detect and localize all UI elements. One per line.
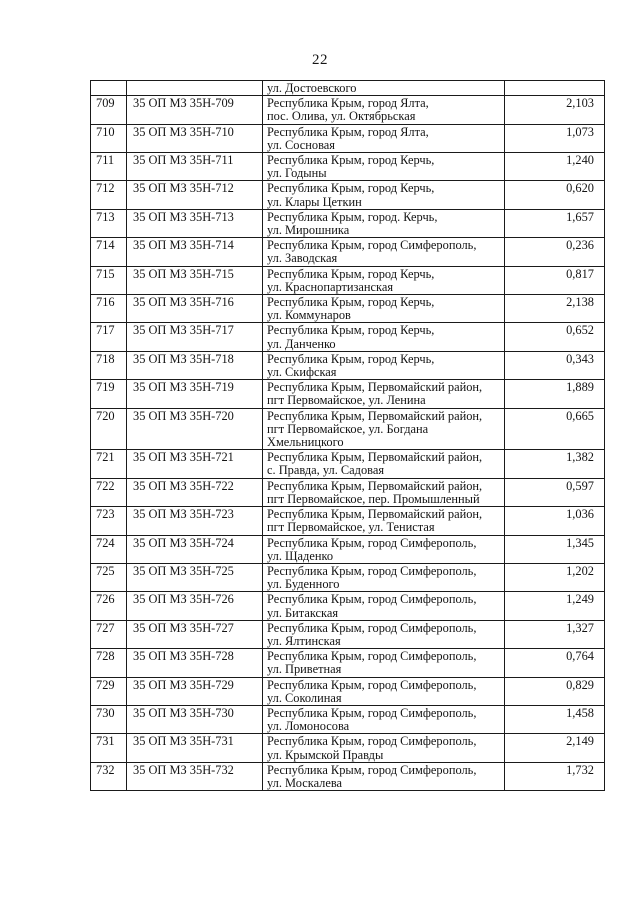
address-cell — [263, 762, 505, 790]
address-line: ул. Соколиная — [267, 690, 342, 705]
row-number-cell: 712 — [91, 181, 127, 209]
length-cell: 2,138 — [505, 295, 605, 323]
address-cell — [263, 677, 505, 705]
address-cell — [263, 81, 505, 96]
address-cell — [263, 705, 505, 733]
length-cell: 1,458 — [505, 705, 605, 733]
address-line: ул. Клары Цеткин — [267, 194, 362, 209]
road-code-cell: 35 ОП МЗ 35Н-715 — [127, 266, 263, 294]
address-cell — [263, 380, 505, 408]
table-row — [91, 649, 605, 677]
road-register-table — [90, 80, 605, 791]
length-cell: 2,149 — [505, 734, 605, 762]
address-line: ул. Данченко — [267, 336, 336, 351]
address-line: ул. Ломоносова — [267, 719, 350, 734]
table-row — [91, 153, 605, 181]
row-number-cell: 719 — [91, 380, 127, 408]
table-row — [91, 705, 605, 733]
address-line: ул. Годыны — [267, 166, 327, 181]
road-code-cell: 35 ОП МЗ 35Н-720 — [127, 408, 263, 450]
row-number-cell: 715 — [91, 266, 127, 294]
table-row — [91, 620, 605, 648]
address-line: пгт Первомайское, ул. Ленина — [267, 393, 426, 408]
address-line: с. Правда, ул. Садовая — [267, 463, 385, 478]
address-cell — [263, 478, 505, 506]
row-number-cell: 723 — [91, 507, 127, 535]
length-cell: 0,343 — [505, 351, 605, 379]
continuation-row — [91, 81, 605, 96]
table-row — [91, 266, 605, 294]
address-line: Республика Крым, город Ялта, — [267, 124, 429, 139]
address-line: Республика Крым, город Керчь, — [267, 351, 435, 366]
row-number-cell: 717 — [91, 323, 127, 351]
table-row — [91, 181, 605, 209]
address-line: пгт Первомайское, пер. Промышленный — [267, 491, 480, 506]
address-line: Республика Крым, город Керчь, — [267, 153, 435, 168]
row-number-cell: 721 — [91, 450, 127, 478]
address-cell — [263, 238, 505, 266]
address-cell — [263, 535, 505, 563]
address-line: ул. Битакская — [267, 605, 339, 620]
road-code-cell: 35 ОП МЗ 35Н-719 — [127, 380, 263, 408]
length-cell: 1,327 — [505, 620, 605, 648]
road-code-cell: 35 ОП МЗ 35Н-721 — [127, 450, 263, 478]
address-cell — [263, 649, 505, 677]
address-line: пгт Первомайское, ул. Тенистая — [267, 520, 435, 535]
address-line: Республика Крым, город Симферополь, — [267, 734, 477, 749]
length-cell: 0,764 — [505, 649, 605, 677]
address-cell — [263, 507, 505, 535]
table-row — [91, 592, 605, 620]
table-row — [91, 507, 605, 535]
row-number-cell: 709 — [91, 96, 127, 124]
row-number-cell: 724 — [91, 535, 127, 563]
page-number: 22 — [312, 52, 328, 68]
length-cell: 0,620 — [505, 181, 605, 209]
address-cell — [263, 450, 505, 478]
address-line: ул. Сосновая — [267, 137, 336, 152]
length-cell: 1,345 — [505, 535, 605, 563]
length-cell: 1,732 — [505, 762, 605, 790]
address-line: Республика Крым, город Керчь, — [267, 295, 435, 310]
length-cell — [505, 81, 605, 96]
row-number-cell: 710 — [91, 124, 127, 152]
row-number-cell: 718 — [91, 351, 127, 379]
address-line: Республика Крым, город Симферополь, — [267, 705, 477, 720]
road-code-cell: 35 ОП МЗ 35Н-711 — [127, 153, 263, 181]
address-line: Республика Крым, Первомайский район, — [267, 380, 483, 395]
road-code-cell: 35 ОП МЗ 35Н-723 — [127, 507, 263, 535]
address-cell — [263, 209, 505, 237]
address-line: Республика Крым, город Керчь, — [267, 181, 435, 196]
address-line: ул. Краснопартизанская — [267, 279, 394, 294]
table-row — [91, 96, 605, 124]
road-code-cell: 35 ОП МЗ 35Н-731 — [127, 734, 263, 762]
row-number-cell: 711 — [91, 153, 127, 181]
road-code-cell — [127, 81, 263, 96]
address-line: Республика Крым, город Симферополь, — [267, 238, 477, 253]
address-line: пгт Первомайское, ул. Богдана — [267, 421, 429, 436]
row-number-cell: 726 — [91, 592, 127, 620]
address-cell — [263, 592, 505, 620]
address-line: ул. Достоевского — [267, 81, 357, 95]
length-cell: 1,382 — [505, 450, 605, 478]
table-row — [91, 535, 605, 563]
table-row — [91, 734, 605, 762]
road-code-cell: 35 ОП МЗ 35Н-724 — [127, 535, 263, 563]
row-number-cell: 716 — [91, 295, 127, 323]
address-cell — [263, 181, 505, 209]
road-code-cell: 35 ОП МЗ 35Н-730 — [127, 705, 263, 733]
address-line: Республика Крым, город Симферополь, — [267, 649, 477, 664]
row-number-cell — [91, 81, 127, 96]
address-cell — [263, 734, 505, 762]
table-row — [91, 323, 605, 351]
table-row — [91, 124, 605, 152]
address-line: Республика Крым, Первомайский район, — [267, 478, 483, 493]
address-line: Республика Крым, Первомайский район, — [267, 408, 483, 423]
address-line: Хмельницкого — [267, 435, 344, 450]
road-code-cell: 35 ОП МЗ 35Н-725 — [127, 563, 263, 591]
table-row — [91, 563, 605, 591]
row-number-cell: 727 — [91, 620, 127, 648]
road-code-cell: 35 ОП МЗ 35Н-712 — [127, 181, 263, 209]
row-number-cell: 731 — [91, 734, 127, 762]
road-code-cell: 35 ОП МЗ 35Н-727 — [127, 620, 263, 648]
length-cell: 1,036 — [505, 507, 605, 535]
address-line: Республика Крым, Первомайский район, — [267, 507, 483, 522]
length-cell: 0,652 — [505, 323, 605, 351]
address-cell — [263, 96, 505, 124]
address-cell — [263, 620, 505, 648]
row-number-cell: 732 — [91, 762, 127, 790]
address-line: ул. Мирошника — [267, 223, 350, 238]
address-line: ул. Буденного — [267, 577, 340, 592]
address-cell — [263, 408, 505, 450]
row-number-cell: 730 — [91, 705, 127, 733]
length-cell: 0,665 — [505, 408, 605, 450]
road-code-cell: 35 ОП МЗ 35Н-717 — [127, 323, 263, 351]
table-row — [91, 380, 605, 408]
row-number-cell: 728 — [91, 649, 127, 677]
address-line: ул. Крымской Правды — [267, 747, 384, 762]
road-code-cell: 35 ОП МЗ 35Н-714 — [127, 238, 263, 266]
row-number-cell: 722 — [91, 478, 127, 506]
table-row — [91, 450, 605, 478]
address-line: Республика Крым, город Симферополь, — [267, 592, 477, 607]
address-line: Республика Крым, Первомайский район, — [267, 450, 483, 465]
address-line: ул. Коммунаров — [267, 308, 351, 323]
address-line: Республика Крым, город Симферополь, — [267, 762, 477, 777]
road-code-cell: 35 ОП МЗ 35Н-716 — [127, 295, 263, 323]
length-cell: 0,817 — [505, 266, 605, 294]
address-line: ул. Щаденко — [267, 548, 334, 563]
length-cell: 1,073 — [505, 124, 605, 152]
address-line: Республика Крым, город Симферополь, — [267, 535, 477, 550]
row-number-cell: 720 — [91, 408, 127, 450]
address-line: Республика Крым, город Ялта, — [267, 96, 429, 111]
address-line: пос. Олива, ул. Октябрьская — [267, 109, 416, 124]
road-code-cell: 35 ОП МЗ 35Н-709 — [127, 96, 263, 124]
length-cell: 1,889 — [505, 380, 605, 408]
table-row — [91, 677, 605, 705]
road-code-cell: 35 ОП МЗ 35Н-732 — [127, 762, 263, 790]
address-line: Республика Крым, город. Керчь, — [267, 209, 438, 224]
table-row — [91, 478, 605, 506]
road-code-cell: 35 ОП МЗ 35Н-710 — [127, 124, 263, 152]
table-row — [91, 295, 605, 323]
length-cell: 0,829 — [505, 677, 605, 705]
length-cell: 2,103 — [505, 96, 605, 124]
address-line: ул. Москалева — [267, 775, 343, 790]
length-cell: 1,249 — [505, 592, 605, 620]
address-line: Республика Крым, город Симферополь, — [267, 620, 477, 635]
address-line: Республика Крым, город Керчь, — [267, 266, 435, 281]
length-cell: 0,597 — [505, 478, 605, 506]
table-body — [91, 81, 605, 791]
road-code-cell: 35 ОП МЗ 35Н-726 — [127, 592, 263, 620]
road-code-cell: 35 ОП МЗ 35Н-722 — [127, 478, 263, 506]
table-row — [91, 209, 605, 237]
address-cell — [263, 295, 505, 323]
address-line: Республика Крым, город Керчь, — [267, 323, 435, 338]
address-line: Республика Крым, город Симферополь, — [267, 677, 477, 692]
address-cell — [263, 351, 505, 379]
address-cell — [263, 124, 505, 152]
road-code-cell: 35 ОП МЗ 35Н-718 — [127, 351, 263, 379]
address-cell — [263, 153, 505, 181]
address-line: Республика Крым, город Симферополь, — [267, 563, 477, 578]
row-number-cell: 714 — [91, 238, 127, 266]
address-cell — [263, 323, 505, 351]
row-number-cell: 713 — [91, 209, 127, 237]
road-code-cell: 35 ОП МЗ 35Н-713 — [127, 209, 263, 237]
row-number-cell: 725 — [91, 563, 127, 591]
road-code-cell: 35 ОП МЗ 35Н-729 — [127, 677, 263, 705]
address-cell — [263, 563, 505, 591]
address-line: ул. Ялтинская — [267, 633, 341, 648]
row-number-cell: 729 — [91, 677, 127, 705]
length-cell: 1,657 — [505, 209, 605, 237]
table-row — [91, 351, 605, 379]
length-cell: 1,240 — [505, 153, 605, 181]
road-code-cell: 35 ОП МЗ 35Н-728 — [127, 649, 263, 677]
table-row — [91, 238, 605, 266]
address-line: ул. Заводская — [267, 251, 338, 266]
length-cell: 0,236 — [505, 238, 605, 266]
table-row — [91, 408, 605, 450]
table-row — [91, 762, 605, 790]
length-cell: 1,202 — [505, 563, 605, 591]
address-cell — [263, 266, 505, 294]
address-line: ул. Приветная — [267, 662, 342, 677]
address-line: ул. Скифская — [267, 365, 337, 380]
